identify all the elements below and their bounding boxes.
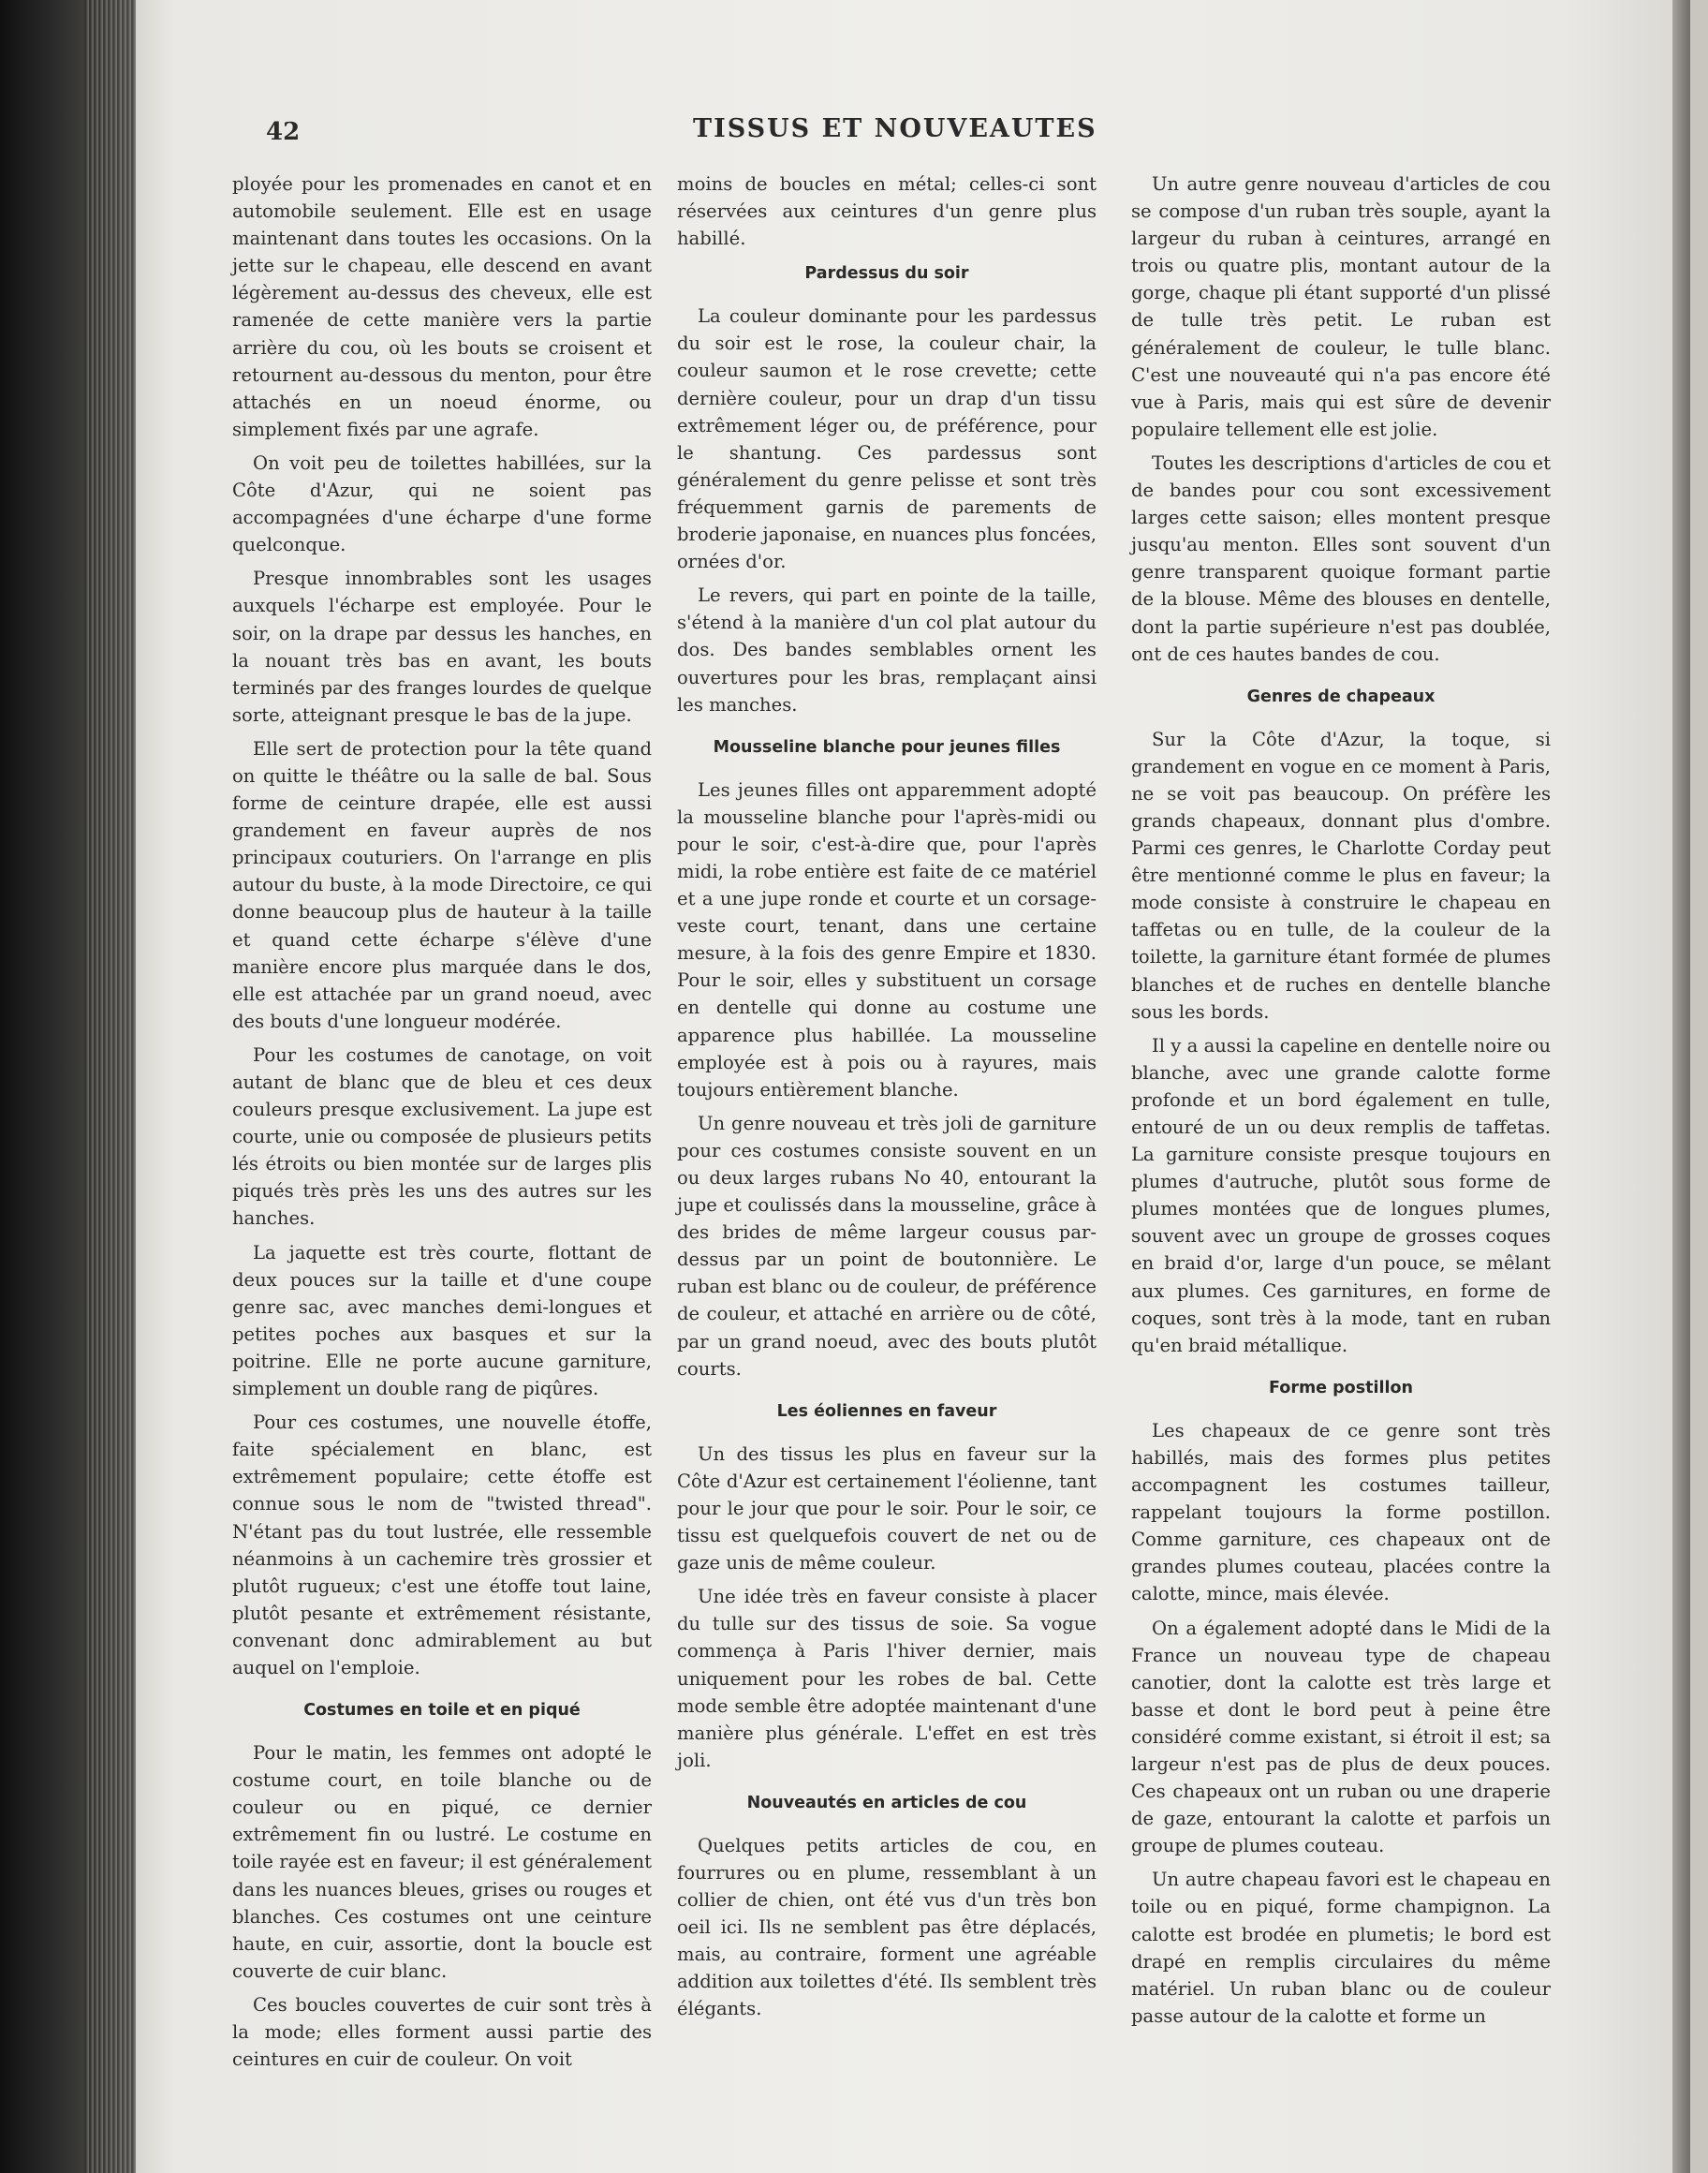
paragraph: Un des tissus les plus en faveur sur la Côte d'Azur est certainement l'éolienne, tant pour le jour que pour le soir. Pour le soir, ce tissu est quelquefois couvert de net ou de gaze unis de même couleur. [677,1442,1097,1574]
section-heading: Pardessus du soir [804,264,969,284]
paragraph: Les chapeaux de ce genre sont très habillés, mais des formes plus petites accompagnent les costumes tailleur, rappelant toujours la forme postillon. Comme garniture, ces chapeaux ont de grandes plumes couteau, placées contre la calotte, mince, mais élevée. [1131,1419,1551,1605]
page-right-edge [1672,0,1690,2173]
section-heading: Mousseline blanche pour jeunes filles [713,737,1061,757]
paragraph: On voit peu de toilettes habillées, sur la Côte d'Azur, qui ne soient pas accompagnées d'une écharpe d'une forme quelconque. [232,451,652,556]
paragraph: Un autre chapeau favori est le chapeau en toile ou en piqué, forme champignon. La calotte est brodée en plumetis; le bord est drapé en remplis circulaires du même matériel. Un ruban blanc ou de couleur passe autour de la calotte et forme un [1131,1869,1551,2027]
section-heading: Nouveautés en articles de cou [746,1793,1027,1812]
paragraph: Elle sert de protection pour la tête quand on quitte le théâtre ou la salle de bal. Sous forme de ceinture drapée, elle est aussi grandement en faveur auprès de nos principaux couturiers. On l'arrange en plis autour du buste, à la mode Directoire, ce qui donne beaucoup plus de hauteur à la taille et quand cette écharpe s'élève d'une manière encore plus marquée dans le dos, elle est attachée par un grand noeud, avec des bouts d'une longueur modérée. [232,737,652,1032]
paragraph: La couleur dominante pour les pardessus du soir est le rose, la couleur chair, la couleur saumon et le rose crevette; cette dernière couleur, pour un drap d'un tissu extrêmement léger ou, de préférence, pour le shantung. Ces pardessus sont généralement du genre pelisse et sont très fréquemment garnis de parements de broderie japonaise, en nuances plus foncées, ornées d'or. [677,305,1097,573]
paragraph: Ces boucles couvertes de cuir sont très à la mode; elles forment aussi partie des ceintures en cuir de couleur. On voit [232,1993,652,2071]
paragraph: La jaquette est très courte, flottant de deux pouces sur la taille et d'une coupe genre sac, avec manches demi-longues et petites poches aux basques et sur la poitrine. Elle ne porte aucune garniture, simplement un double rang de piqûres. [232,1241,652,1400]
paragraph: Un genre nouveau et très joli de garniture pour ces costumes consiste souvent en un ou deux larges rubans No 40, entourant la jupe et coulissés dans la mousseline, grâce à des brides de même largeur cousus par-dessus par un point de boutonnière. Le ruban est blanc ou de couleur, de préférence de couleur, et attaché en arrière ou de côté, par un grand noeud, avec des bouts plutôt courts. [677,1112,1097,1380]
paragraph: Il y a aussi la capeline en dentelle noire ou blanche, avec une grande calotte forme profonde et un bord également en tulle, entouré de un ou deux remplis de taffetas. La garniture consiste presque toujours en plumes d'autruche, plutôt sous forme de plumes montées que de longues plumes, souvent avec un groupe de grosses coques en braid d'or, large d'un pouce, se mêlant aux plumes. Ces garnitures, en forme de coques, sont très à la mode, tant en ruban qu'en braid métallique. [1131,1034,1551,1356]
paragraph: Toutes les descriptions d'articles de cou et de bandes pour cou sont excessivement larges cette saison; elles montent presque jusqu'au menton. Elles sont souvent d'un genre transparent quoique formant partie de la blouse. Même des blouses en dentelle, dont la partie supérieure n'est pas doublée, ont de ces hautes bandes de cou. [1131,451,1551,665]
running-title: TISSUS ET NOUVEAUTES [693,114,1097,143]
page-stack-edges [84,0,139,2173]
text-column-1 [232,170,652,2079]
section-heading: Les éoliennes en faveur [776,1401,997,1421]
paragraph: Pour les costumes de canotage, on voit autant de blanc que de bleu et ces deux couleurs presque exclusivement. La jupe est courte, unie ou composée de plusieurs petits lés étroits ou bien montée sur de larges plis piqués très près les uns des autres sur les hanches. [232,1043,652,1230]
paragraph: Le revers, qui part en pointe de la taille, s'étend à la manière d'un col plat autour du dos. Des bandes semblables ornent les ouvertures pour les bras, remplaçant ainsi les manches. [677,584,1097,716]
paragraph: Les jeunes filles ont apparemment adopté la mousseline blanche pour l'après-midi ou pour le soir, c'est-à-dire que, pour l'après midi, la robe entière est faite de ce matériel et a une jupe ronde et courte et un corsage-veste court, tenant, dans une certaine mesure, à la fois des genre Empire et 1830. Pour le soir, elles y substituent un corsage en dentelle qui donne au costume une apparence plus habillée. La mousseline employée est à pois ou à rayures, mais toujours entièrement blanche. [677,778,1097,1101]
paragraph: Sur la Côte d'Azur, la toque, si grandement en vogue en ce moment à Paris, ne se voit pas beaucoup. On préfère les grands chapeaux, donnant plus d'ombre. Parmi ces genres, le Charlotte Corday peut être mentionné comme le plus en faveur; la mode consiste à construire le chapeau en taffetas ou en tulle, de la couleur de la toilette, la garniture étant formée de plumes blanches et de ruches en dentelle blanche sous les bords. [1131,728,1551,1023]
section-heading: Genres de chapeaux [1246,687,1436,706]
paragraph-continuation: moins de boucles en métal; celles-ci sont réservées aux ceintures d'un genre plus habillé. [677,173,1097,250]
paragraph: On a également adopté dans le Midi de la France un nouveau type de chapeau canotier, dont la calotte est très large et basse et dont le bord peut à peine être considéré comme existant, si étroit il est; sa largeur n'est pas de plus de deux pouces. Ces chapeaux ont un ruban ou une draperie de gaze, entourant la calotte et parfois un groupe de plumes couteau. [1131,1617,1551,1857]
page-number: 42 [266,118,301,146]
paragraph: Pour ces costumes, une nouvelle étoffe, faite spécialement en blanc, est extrêmement populaire; cette étoffe est connue sous le nom de "twisted thread". N'étant pas du tout lustrée, elle ressemble néanmoins à un cachemire très grossier et plutôt rugueux; c'est une étoffe tout laine, plutôt pesante et extrêmement résistante, convenant donc admirablement au but auquel on l'emploie. [232,1412,652,1678]
paragraph-continuation: ployée pour les promenades en canot et en automobile seulement. Elle est en usage maintenant dans toutes les occasions. On la jette sur le chapeau, elle descend en avant légèrement au-dessus des cheveux, elle est ramenée de cette manière vers la partie arrière du cou, où les bouts se croisent et retournent au-dessous du menton, pour être attachés en un noeud énorme, ou simplement fixés par une agrafe. [232,173,652,440]
section-heading: Forme postillon [1269,1378,1413,1397]
paragraph: Un autre genre nouveau d'articles de cou se compose d'un ruban très souple, ayant la largeur du ruban à ceintures, arrangé en trois ou quatre plis, montant autour de la gorge, chaque pli étant supporté d'un plissé de tulle très petit. Le ruban est généralement de couleur, le tulle blanc. C'est une nouveauté qui n'a pas encore été vue à Paris, mais qui est sûre de devenir populaire tellement elle est jolie. [1131,173,1551,440]
paragraph: Pour le matin, les femmes ont adopté le costume court, en toile blanche ou de couleur ou en piqué, ce dernier extrêmement fin ou lustré. Le costume en toile rayée est en faveur; il est généralement dans les nuances bleues, grises ou rouges et blanches. Ces costumes ont une ceinture haute, en cuir, assortie, dont la boucle est couverte de cuir blanc. [232,1742,652,1982]
section-heading: Costumes en toile et en piqué [303,1701,581,1721]
page-header [0,111,1708,157]
paragraph: Une idée très en faveur consiste à placer du tulle sur des tissus de soie. Sa vogue commença à Paris l'hiver dernier, mais uniquement pour les robes de bal. Cette mode semble être adoptée maintenant d'une manière plus générale. L'effet en est très joli. [677,1586,1097,1771]
text-column-2 [677,170,1097,2030]
paragraph: Quelques petits articles de cou, en fourrures ou en plume, ressemblant à un collier de chien, ont été vus d'un très bon oeil ici. Ils ne semblent pas être déplacés, mais, au contraire, forment une agréable addition aux toilettes d'été. Ils semblent très élégants. [677,1834,1097,2020]
paragraph: Presque innombrables sont les usages auxquels l'écharpe est employée. Pour le soir, on la drape par dessus les hanches, en la nouant très bas en avant, les bouts terminés par des franges lourdes de quelque sorte, atteignant presque le bas de la jupe. [232,568,652,726]
text-column-3 [1131,170,1551,2036]
